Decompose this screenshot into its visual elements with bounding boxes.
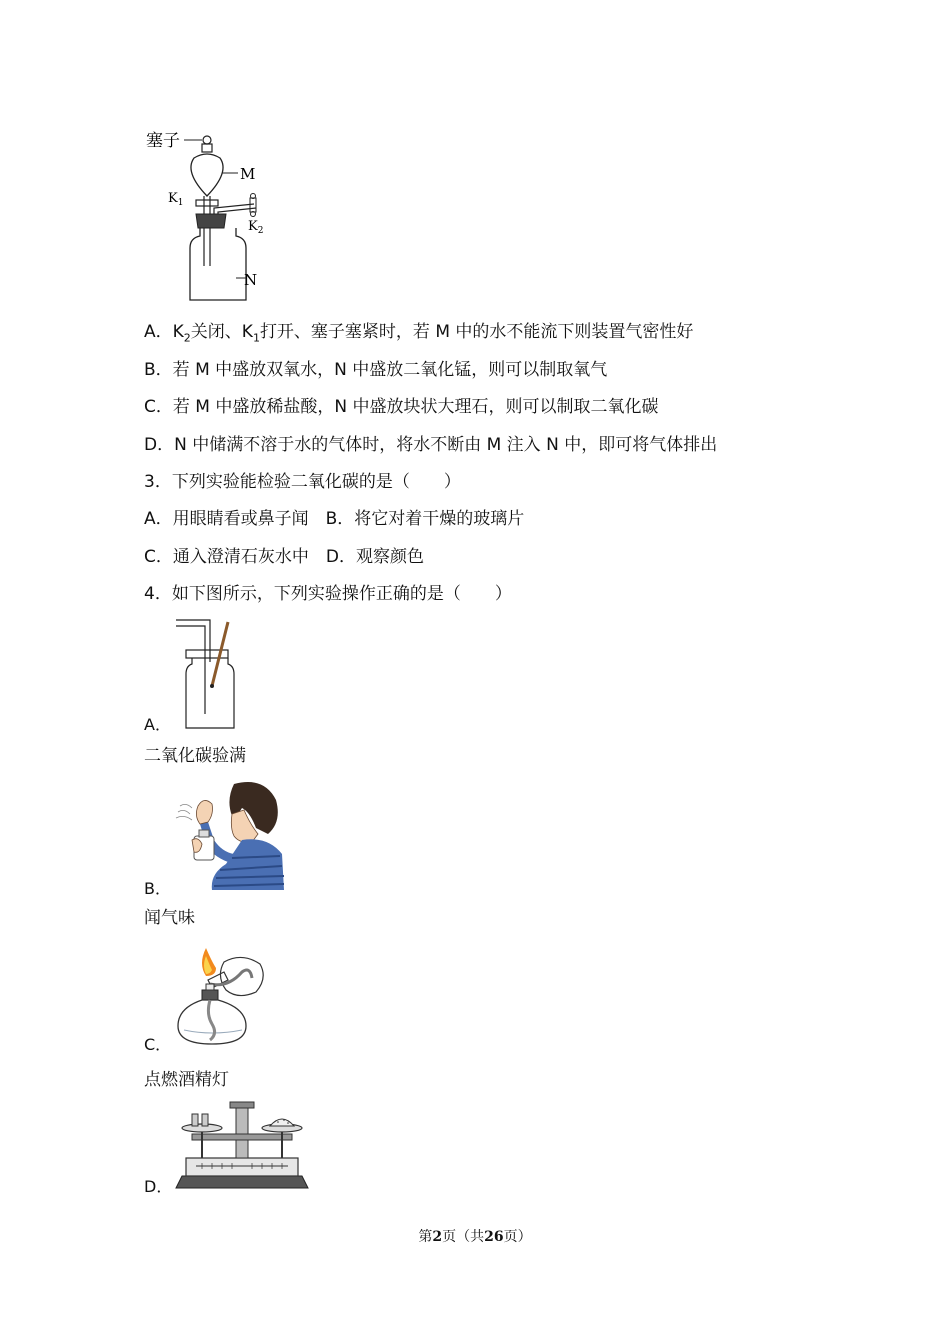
apparatus-diagram-funnel [144, 128, 284, 304]
caption-b: 闻气味 [144, 908, 195, 928]
question-3-options-row2: C．通入澄清石灰水中 D．观察颜色 [144, 547, 424, 567]
question-3-stem: 3．下列实验能检验二氧化碳的是（ ） [144, 472, 461, 492]
label-n: N [244, 271, 258, 289]
option-c-q2: C．若 M 中盛放稀盐酸，N 中盛放块状大理石，则可以制取二氧化碳 [144, 397, 659, 417]
caption-a: 二氧化碳验满 [144, 746, 246, 766]
figure-4a-co2-test [172, 614, 242, 732]
caption-c: 点燃酒精灯 [144, 1070, 229, 1090]
figure-4b-smelling [172, 778, 288, 894]
option-c-letter: C． [144, 1035, 172, 1054]
option-a-q2: A．$K_2$关闭、$K_1$打开、塞子塞紧时，若 M 中的水不能流下则装置气密性好 [144, 322, 694, 345]
figure-4c-alcohol-lamp [172, 944, 272, 1052]
option-d-q2: D．N 中储满不溶于水的气体时，将水不断由 M 注入 N 中，即可将气体排出 [144, 435, 718, 455]
label-k1: $K_1$ [168, 191, 184, 208]
question-4-stem: 4．如下图所示，下列实验操作正确的是（ ） [144, 584, 512, 604]
figure-4d-balance [172, 1100, 312, 1192]
label-k2: $K_2$ [248, 219, 264, 236]
option-b-letter: B． [144, 879, 171, 898]
option-d-letter: D． [144, 1177, 173, 1196]
label-stopper: 塞子 [146, 131, 180, 151]
option-b-q2: B．若 M 中盛放双氧水，N 中盛放二氧化锰，则可以制取氧气 [144, 360, 608, 380]
question-3-options-row1: A．用眼睛看或鼻子闻 B．将它对着干燥的玻璃片 [144, 509, 525, 529]
option-a-letter: A． [144, 715, 171, 734]
page-footer: 第2页（共26页） [418, 1229, 532, 1245]
label-m: M [240, 165, 256, 183]
